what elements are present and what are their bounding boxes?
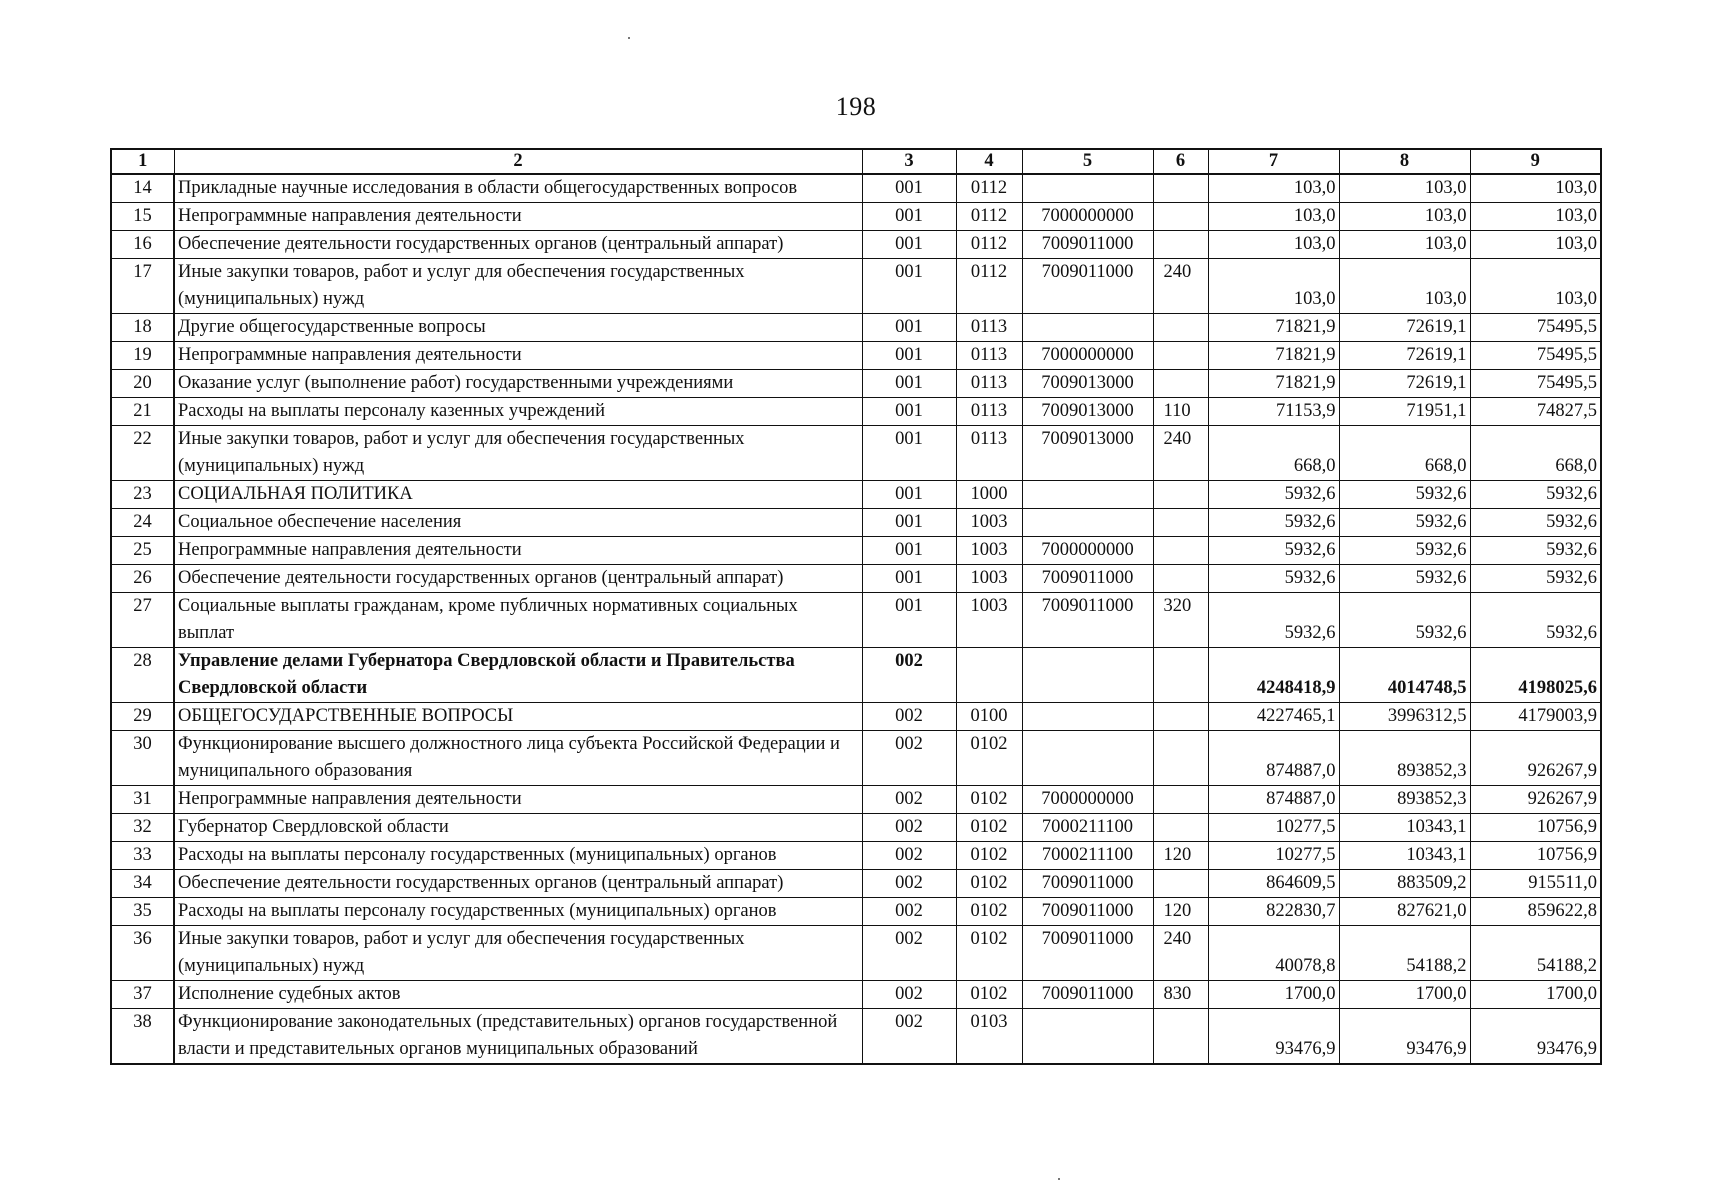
row-target-code	[1022, 174, 1153, 203]
row-target-code: 7009011000	[1022, 898, 1153, 926]
table-body	[111, 174, 1601, 1064]
table-row	[111, 174, 1601, 203]
row-name: Иные закупки товаров, работ и услуг для обеспечения государственных (муниципальных) нужд	[174, 426, 862, 481]
row-amount-col8: 93476,9	[1339, 1009, 1470, 1065]
row-name: Функционирование законодательных (представительных) органов государственной власти и представительных органов муниципальных образований	[174, 1009, 862, 1065]
row-amount-col8: 103,0	[1339, 231, 1470, 259]
row-number: 14	[111, 174, 174, 203]
row-section-code: 0102	[956, 981, 1022, 1009]
row-amount-col7: 71153,9	[1208, 398, 1339, 426]
row-number: 26	[111, 565, 174, 593]
row-amount-col7: 71821,9	[1208, 314, 1339, 342]
row-section-code: 0102	[956, 814, 1022, 842]
budget-table	[110, 148, 1602, 1065]
table-row	[111, 426, 1601, 481]
row-amount-col9: 4198025,6	[1470, 648, 1601, 703]
row-amount-col8: 72619,1	[1339, 342, 1470, 370]
row-amount-col8: 5932,6	[1339, 509, 1470, 537]
row-ved-code: 001	[862, 342, 956, 370]
row-amount-col7: 5932,6	[1208, 537, 1339, 565]
row-amount-col7: 4227465,1	[1208, 703, 1339, 731]
row-target-code: 7009013000	[1022, 398, 1153, 426]
row-section-code: 0113	[956, 370, 1022, 398]
row-ved-code: 002	[862, 898, 956, 926]
row-amount-col8: 5932,6	[1339, 565, 1470, 593]
row-number: 31	[111, 786, 174, 814]
row-amount-col9: 5932,6	[1470, 537, 1601, 565]
row-amount-col9: 859622,8	[1470, 898, 1601, 926]
row-number: 38	[111, 1009, 174, 1065]
table-header-row	[111, 149, 1601, 174]
row-name: Управление делами Губернатора Свердловской области и Правительства Свердловской области	[174, 648, 862, 703]
row-amount-col8: 893852,3	[1339, 786, 1470, 814]
row-number: 29	[111, 703, 174, 731]
row-name: Прикладные научные исследования в области общегосударственных вопросов	[174, 174, 862, 203]
row-amount-col9: 10756,9	[1470, 842, 1601, 870]
row-target-code	[1022, 509, 1153, 537]
table-row	[111, 1009, 1601, 1065]
row-amount-col7: 5932,6	[1208, 481, 1339, 509]
row-name: Обеспечение деятельности государственных органов (центральный аппарат)	[174, 565, 862, 593]
row-amount-col9: 668,0	[1470, 426, 1601, 481]
row-ved-code: 002	[862, 648, 956, 703]
row-section-code: 0112	[956, 231, 1022, 259]
row-expense-type-code	[1153, 731, 1208, 786]
row-amount-col8: 5932,6	[1339, 537, 1470, 565]
row-target-code: 7009011000	[1022, 870, 1153, 898]
row-name: Расходы на выплаты персоналу казенных учреждений	[174, 398, 862, 426]
table-row	[111, 537, 1601, 565]
row-amount-col8: 1700,0	[1339, 981, 1470, 1009]
row-amount-col7: 668,0	[1208, 426, 1339, 481]
row-expense-type-code	[1153, 648, 1208, 703]
row-expense-type-code	[1153, 565, 1208, 593]
row-expense-type-code	[1153, 870, 1208, 898]
row-section-code	[956, 648, 1022, 703]
row-ved-code: 002	[862, 1009, 956, 1065]
table-row	[111, 314, 1601, 342]
row-amount-col8: 72619,1	[1339, 370, 1470, 398]
row-amount-col7: 1700,0	[1208, 981, 1339, 1009]
table-row	[111, 259, 1601, 314]
scan-speck	[628, 37, 630, 39]
row-ved-code: 001	[862, 565, 956, 593]
scan-speck	[1058, 1178, 1060, 1180]
row-ved-code: 001	[862, 537, 956, 565]
row-section-code: 0100	[956, 703, 1022, 731]
column-header-3: 3	[862, 149, 956, 174]
row-amount-col9: 75495,5	[1470, 314, 1601, 342]
row-amount-col9: 1700,0	[1470, 981, 1601, 1009]
table-row	[111, 398, 1601, 426]
row-amount-col9: 5932,6	[1470, 593, 1601, 648]
row-ved-code: 001	[862, 231, 956, 259]
table-row	[111, 786, 1601, 814]
row-number: 25	[111, 537, 174, 565]
row-amount-col9: 5932,6	[1470, 481, 1601, 509]
row-expense-type-code: 240	[1153, 259, 1208, 314]
row-number: 33	[111, 842, 174, 870]
row-name: Иные закупки товаров, работ и услуг для обеспечения государственных (муниципальных) нужд	[174, 926, 862, 981]
row-name: Расходы на выплаты персоналу государственных (муниципальных) органов	[174, 898, 862, 926]
row-target-code: 7009011000	[1022, 259, 1153, 314]
row-target-code: 7000211100	[1022, 842, 1153, 870]
row-amount-col9: 5932,6	[1470, 565, 1601, 593]
row-amount-col9: 926267,9	[1470, 786, 1601, 814]
row-expense-type-code	[1153, 703, 1208, 731]
row-amount-col9: 5932,6	[1470, 509, 1601, 537]
row-name: Функционирование высшего должностного лица субъекта Российской Федерации и муниципального образования	[174, 731, 862, 786]
table-row	[111, 509, 1601, 537]
row-amount-col9: 103,0	[1470, 203, 1601, 231]
row-expense-type-code: 240	[1153, 926, 1208, 981]
row-name: ОБЩЕГОСУДАРСТВЕННЫЕ ВОПРОСЫ	[174, 703, 862, 731]
column-header-6: 6	[1153, 149, 1208, 174]
row-amount-col9: 103,0	[1470, 174, 1601, 203]
row-amount-col7: 40078,8	[1208, 926, 1339, 981]
row-section-code: 0102	[956, 786, 1022, 814]
row-section-code: 0102	[956, 926, 1022, 981]
row-amount-col7: 5932,6	[1208, 509, 1339, 537]
table-row	[111, 814, 1601, 842]
column-header-5: 5	[1022, 149, 1153, 174]
row-target-code	[1022, 648, 1153, 703]
row-expense-type-code	[1153, 203, 1208, 231]
row-amount-col8: 54188,2	[1339, 926, 1470, 981]
row-name: Губернатор Свердловской области	[174, 814, 862, 842]
row-target-code: 7009011000	[1022, 981, 1153, 1009]
table-row	[111, 565, 1601, 593]
row-ved-code: 002	[862, 731, 956, 786]
table-row	[111, 342, 1601, 370]
table-row	[111, 370, 1601, 398]
column-header-2: 2	[174, 149, 862, 174]
row-amount-col8: 827621,0	[1339, 898, 1470, 926]
row-number: 17	[111, 259, 174, 314]
row-ved-code: 002	[862, 814, 956, 842]
row-ved-code: 002	[862, 981, 956, 1009]
row-expense-type-code	[1153, 370, 1208, 398]
row-section-code: 0113	[956, 398, 1022, 426]
table-row	[111, 926, 1601, 981]
row-amount-col7: 5932,6	[1208, 593, 1339, 648]
row-target-code	[1022, 314, 1153, 342]
row-target-code	[1022, 481, 1153, 509]
row-number: 37	[111, 981, 174, 1009]
row-amount-col7: 10277,5	[1208, 814, 1339, 842]
row-section-code: 0112	[956, 174, 1022, 203]
row-section-code: 0112	[956, 203, 1022, 231]
row-number: 28	[111, 648, 174, 703]
row-ved-code: 001	[862, 398, 956, 426]
row-name: Непрограммные направления деятельности	[174, 786, 862, 814]
row-amount-col7: 864609,5	[1208, 870, 1339, 898]
row-amount-col7: 4248418,9	[1208, 648, 1339, 703]
row-number: 35	[111, 898, 174, 926]
row-target-code	[1022, 1009, 1153, 1065]
column-header-7: 7	[1208, 149, 1339, 174]
row-amount-col8: 10343,1	[1339, 842, 1470, 870]
row-number: 18	[111, 314, 174, 342]
row-name: Расходы на выплаты персоналу государственных (муниципальных) органов	[174, 842, 862, 870]
row-amount-col9: 93476,9	[1470, 1009, 1601, 1065]
row-amount-col8: 3996312,5	[1339, 703, 1470, 731]
row-name: СОЦИАЛЬНАЯ ПОЛИТИКА	[174, 481, 862, 509]
row-target-code: 7000000000	[1022, 537, 1153, 565]
row-amount-col9: 926267,9	[1470, 731, 1601, 786]
row-expense-type-code: 320	[1153, 593, 1208, 648]
row-section-code: 0113	[956, 342, 1022, 370]
row-expense-type-code	[1153, 342, 1208, 370]
row-number: 24	[111, 509, 174, 537]
row-name: Обеспечение деятельности государственных органов (центральный аппарат)	[174, 870, 862, 898]
row-expense-type-code: 120	[1153, 898, 1208, 926]
row-number: 20	[111, 370, 174, 398]
row-target-code: 7000211100	[1022, 814, 1153, 842]
row-name: Обеспечение деятельности государственных органов (центральный аппарат)	[174, 231, 862, 259]
row-number: 32	[111, 814, 174, 842]
row-ved-code: 002	[862, 786, 956, 814]
row-ved-code: 002	[862, 870, 956, 898]
row-amount-col8: 893852,3	[1339, 731, 1470, 786]
table-row	[111, 648, 1601, 703]
table-row	[111, 731, 1601, 786]
row-expense-type-code	[1153, 1009, 1208, 1065]
row-name: Непрограммные направления деятельности	[174, 537, 862, 565]
row-ved-code: 001	[862, 593, 956, 648]
row-target-code: 7009011000	[1022, 231, 1153, 259]
row-number: 19	[111, 342, 174, 370]
row-number: 16	[111, 231, 174, 259]
row-amount-col9: 103,0	[1470, 259, 1601, 314]
row-ved-code: 001	[862, 314, 956, 342]
row-amount-col8: 5932,6	[1339, 481, 1470, 509]
row-target-code	[1022, 703, 1153, 731]
row-amount-col7: 103,0	[1208, 174, 1339, 203]
column-header-1: 1	[111, 149, 174, 174]
table-row	[111, 981, 1601, 1009]
row-expense-type-code	[1153, 814, 1208, 842]
table-row	[111, 842, 1601, 870]
row-number: 36	[111, 926, 174, 981]
row-expense-type-code	[1153, 509, 1208, 537]
row-section-code: 0102	[956, 870, 1022, 898]
row-amount-col8: 4014748,5	[1339, 648, 1470, 703]
row-amount-col8: 103,0	[1339, 203, 1470, 231]
row-amount-col8: 668,0	[1339, 426, 1470, 481]
table-row	[111, 870, 1601, 898]
row-number: 30	[111, 731, 174, 786]
row-ved-code: 002	[862, 926, 956, 981]
row-target-code: 7009011000	[1022, 565, 1153, 593]
row-amount-col7: 874887,0	[1208, 731, 1339, 786]
row-ved-code: 001	[862, 370, 956, 398]
row-expense-type-code: 830	[1153, 981, 1208, 1009]
row-amount-col7: 103,0	[1208, 259, 1339, 314]
row-amount-col9: 103,0	[1470, 231, 1601, 259]
row-amount-col7: 874887,0	[1208, 786, 1339, 814]
row-amount-col8: 103,0	[1339, 259, 1470, 314]
row-amount-col9: 4179003,9	[1470, 703, 1601, 731]
row-ved-code: 001	[862, 481, 956, 509]
row-amount-col7: 71821,9	[1208, 342, 1339, 370]
row-expense-type-code: 240	[1153, 426, 1208, 481]
row-amount-col7: 103,0	[1208, 231, 1339, 259]
table-row	[111, 898, 1601, 926]
table-row	[111, 593, 1601, 648]
row-amount-col9: 54188,2	[1470, 926, 1601, 981]
row-target-code	[1022, 731, 1153, 786]
row-expense-type-code	[1153, 314, 1208, 342]
row-ved-code: 002	[862, 703, 956, 731]
row-ved-code: 001	[862, 174, 956, 203]
row-amount-col7: 822830,7	[1208, 898, 1339, 926]
row-section-code: 1003	[956, 565, 1022, 593]
row-amount-col8: 5932,6	[1339, 593, 1470, 648]
column-header-4: 4	[956, 149, 1022, 174]
row-ved-code: 001	[862, 426, 956, 481]
row-section-code: 0113	[956, 314, 1022, 342]
row-ved-code: 001	[862, 203, 956, 231]
row-expense-type-code	[1153, 786, 1208, 814]
row-amount-col7: 5932,6	[1208, 565, 1339, 593]
row-section-code: 1003	[956, 593, 1022, 648]
row-expense-type-code: 110	[1153, 398, 1208, 426]
row-ved-code: 001	[862, 259, 956, 314]
row-target-code: 7000000000	[1022, 203, 1153, 231]
row-expense-type-code	[1153, 537, 1208, 565]
row-amount-col9: 74827,5	[1470, 398, 1601, 426]
row-amount-col8: 72619,1	[1339, 314, 1470, 342]
row-name: Социальные выплаты гражданам, кроме публичных нормативных социальных выплат	[174, 593, 862, 648]
row-amount-col8: 10343,1	[1339, 814, 1470, 842]
row-section-code: 0103	[956, 1009, 1022, 1065]
row-amount-col7: 103,0	[1208, 203, 1339, 231]
row-number: 21	[111, 398, 174, 426]
row-amount-col9: 75495,5	[1470, 342, 1601, 370]
row-number: 27	[111, 593, 174, 648]
row-expense-type-code	[1153, 174, 1208, 203]
row-ved-code: 001	[862, 509, 956, 537]
row-ved-code: 002	[862, 842, 956, 870]
row-target-code: 7000000000	[1022, 342, 1153, 370]
row-name: Непрограммные направления деятельности	[174, 342, 862, 370]
row-number: 34	[111, 870, 174, 898]
row-section-code: 0102	[956, 731, 1022, 786]
row-expense-type-code: 120	[1153, 842, 1208, 870]
row-expense-type-code	[1153, 481, 1208, 509]
row-name: Иные закупки товаров, работ и услуг для обеспечения государственных (муниципальных) нужд	[174, 259, 862, 314]
row-target-code: 7009011000	[1022, 593, 1153, 648]
row-section-code: 0102	[956, 842, 1022, 870]
row-section-code: 0113	[956, 426, 1022, 481]
row-amount-col7: 71821,9	[1208, 370, 1339, 398]
row-target-code: 7000000000	[1022, 786, 1153, 814]
row-number: 22	[111, 426, 174, 481]
row-target-code: 7009011000	[1022, 926, 1153, 981]
table-row	[111, 203, 1601, 231]
row-amount-col8: 103,0	[1339, 174, 1470, 203]
row-target-code: 7009013000	[1022, 426, 1153, 481]
row-name: Социальное обеспечение населения	[174, 509, 862, 537]
table-row	[111, 231, 1601, 259]
row-amount-col7: 93476,9	[1208, 1009, 1339, 1065]
column-header-9: 9	[1470, 149, 1601, 174]
row-name: Другие общегосударственные вопросы	[174, 314, 862, 342]
row-section-code: 1000	[956, 481, 1022, 509]
row-number: 23	[111, 481, 174, 509]
column-header-8: 8	[1339, 149, 1470, 174]
row-name: Исполнение судебных актов	[174, 981, 862, 1009]
row-section-code: 1003	[956, 509, 1022, 537]
table-row	[111, 481, 1601, 509]
table-row	[111, 703, 1601, 731]
row-expense-type-code	[1153, 231, 1208, 259]
row-name: Непрограммные направления деятельности	[174, 203, 862, 231]
row-section-code: 0112	[956, 259, 1022, 314]
row-amount-col9: 915511,0	[1470, 870, 1601, 898]
row-name: Оказание услуг (выполнение работ) государственными учреждениями	[174, 370, 862, 398]
row-amount-col8: 883509,2	[1339, 870, 1470, 898]
row-section-code: 0102	[956, 898, 1022, 926]
row-target-code: 7009013000	[1022, 370, 1153, 398]
row-section-code: 1003	[956, 537, 1022, 565]
row-amount-col9: 10756,9	[1470, 814, 1601, 842]
row-amount-col9: 75495,5	[1470, 370, 1601, 398]
row-number: 15	[111, 203, 174, 231]
page-number: 198	[835, 92, 877, 121]
row-amount-col7: 10277,5	[1208, 842, 1339, 870]
row-amount-col8: 71951,1	[1339, 398, 1470, 426]
